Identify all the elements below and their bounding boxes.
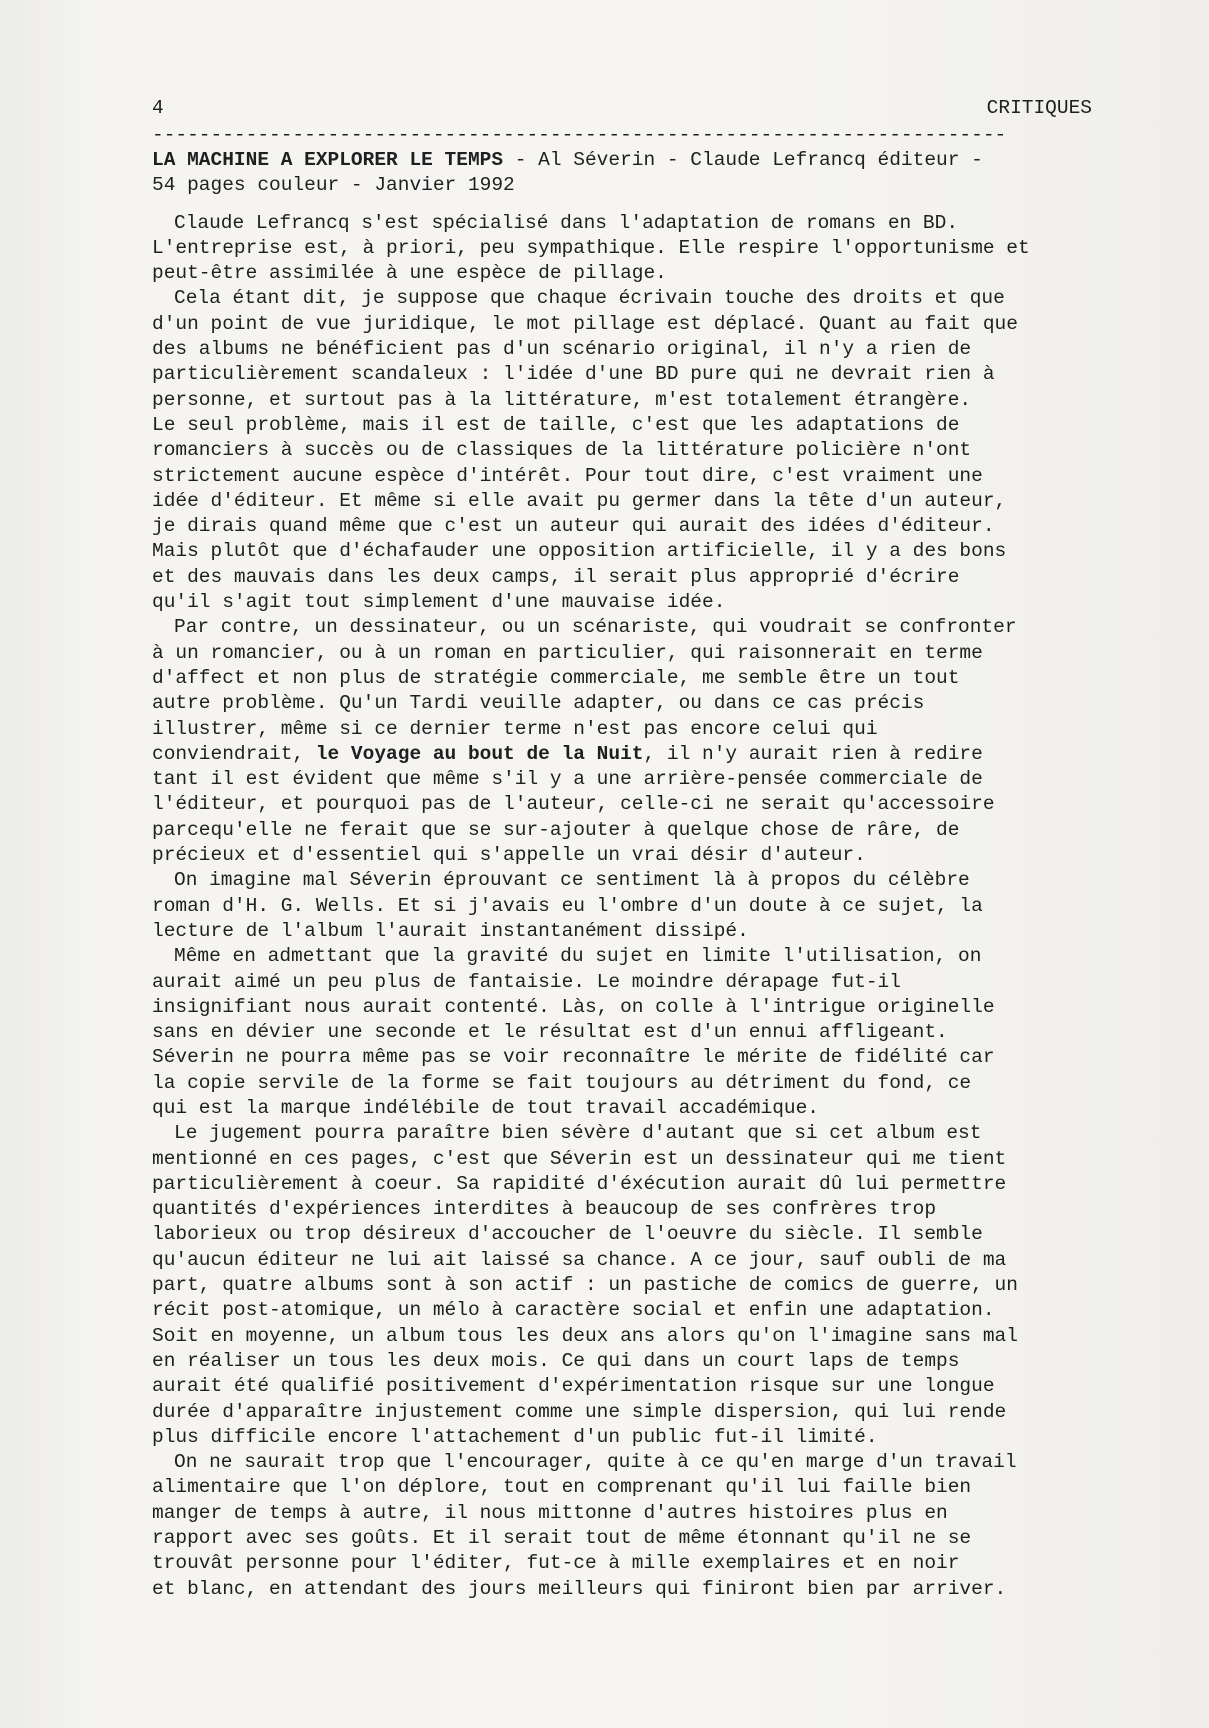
text-line: des albums ne bénéficient pas d'un scénario original, il n'y a rien de <box>152 338 972 361</box>
text-line: Mais plutôt que d'échafauder une opposition artificielle, il y a des bons <box>152 540 1007 563</box>
text-line: trouvât personne pour l'éditer, fut-ce à mille exemplaires et en noir <box>152 1552 960 1575</box>
text-line: Soit en moyenne, un album tous les deux ans alors qu'on l'imagine sans mal <box>152 1324 1018 1347</box>
text-line: qu'il s'agit tout simplement d'une mauvaise idée. <box>152 591 726 614</box>
review-info-line1: - Al Séverin - Claude Lefrancq éditeur - <box>503 149 983 171</box>
text-line: d'affect et non plus de stratégie commerciale, me semble être un tout <box>152 666 960 689</box>
text-fragment: , il n'y aurait rien à redire <box>643 742 983 765</box>
text-line: Claude Lefrancq s'est spécialisé dans l'adaptation de romans en BD. <box>174 211 959 234</box>
text-line: tant il est évident que même s'il y a une arrière-pensée commerciale de <box>152 768 983 791</box>
document-body <box>152 96 1092 1602</box>
text-line: particulièrement scandaleux : l'idée d'une BD pure qui ne devrait rien à <box>152 363 995 386</box>
paragraph-5 <box>152 944 1092 1121</box>
text-line: personne, et surtout pas à la littérature, m'est totalement étrangère. <box>152 388 972 411</box>
text-line: Séverin ne pourra même pas se voir reconnaître le mérite de fidélité car <box>152 1046 995 1069</box>
text-line: plus difficile encore l'attachement d'un public fut-il limité. <box>152 1425 878 1448</box>
text-line: insignifiant nous aurait contenté. Làs, on colle à l'intrigue originelle <box>152 995 995 1018</box>
text-line: lecture de l'album l'aurait instantanément dissipé. <box>152 919 749 942</box>
text-line: aurait été qualifié positivement d'expérimentation risque sur une longue <box>152 1375 995 1398</box>
text-line: durée d'apparaître injustement comme une simple dispersion, qui lui rende <box>152 1400 1007 1423</box>
text-line: strictement aucune espèce d'intérêt. Pour tout dire, c'est vraiment une <box>152 464 983 487</box>
text-line: On ne saurait trop que l'encourager, quite à ce qu'en marge d'un travail <box>174 1451 1017 1474</box>
paragraph-6 <box>152 1121 1092 1450</box>
review-info-line2: 54 pages couleur - Janvier 1992 <box>152 174 515 197</box>
text-line: peut-être assimilée à une espèce de pillage. <box>152 262 667 285</box>
header-rule: ------------------------------------------------------------------------- <box>152 124 1007 146</box>
text-line: aurait aimé un peu plus de fantaisie. Le moindre dérapage fut-il <box>152 970 901 993</box>
text-line: romanciers à succès ou de classiques de la littérature policière n'ont <box>152 439 972 462</box>
review-title-block <box>152 148 1092 199</box>
section-title: CRITIQUES <box>986 97 1092 119</box>
text-line: l'éditeur, et pourquoi pas de l'auteur, celle-ci ne serait qu'accessoire <box>152 793 995 816</box>
text-line: quantités d'expériences interdites à beaucoup de ses confrères trop <box>152 1198 937 1221</box>
text-line: parcequ'elle ne ferait que se sur-ajouter à quelque chose de râre, de <box>152 818 960 841</box>
paragraph-1 <box>152 211 1092 287</box>
text-line: précieux et d'essentiel qui s'appelle un vrai désir d'auteur. <box>152 844 866 867</box>
text-line: idée d'éditeur. Et même si elle avait pu germer dans la tête d'un auteur, <box>152 489 1007 512</box>
paragraph-7 <box>152 1450 1092 1602</box>
text-line: particulièrement à coeur. Sa rapidité d'éxécution aurait dû lui permettre <box>152 1172 1007 1195</box>
text-line: récit post-atomique, un mélo à caractère social et enfin une adaptation. <box>152 1299 995 1322</box>
text-line: Même en admettant que la gravité du sujet en limite l'utilisation, on <box>174 945 982 968</box>
page-header <box>152 96 1092 121</box>
review-text <box>152 211 1092 1602</box>
text-line: qu'aucun éditeur ne lui ait laissé sa chance. A ce jour, sauf oubli de ma <box>152 1248 1007 1271</box>
text-line: d'un point de vue juridique, le mot pillage est déplacé. Quant au fait que <box>152 312 1018 335</box>
text-line: autre problème. Qu'un Tardi veuille adapter, ou dans ce cas précis <box>152 692 925 715</box>
text-line: et blanc, en attendant des jours meilleurs qui finiront bien par arriver. <box>152 1577 1007 1600</box>
text-line: Le seul problème, mais il est de taille, c'est que les adaptations de <box>152 413 960 436</box>
page-number: 4 <box>152 97 164 119</box>
paragraph-4 <box>152 868 1092 944</box>
paragraph-2 <box>152 286 1092 615</box>
text-line: rapport avec ses goûts. Et il serait tout de même étonnant qu'il ne se <box>152 1527 972 1550</box>
text-line: alimentaire que l'on déplore, tout en comprenant qu'il lui faille bien <box>152 1476 972 1499</box>
text-line: part, quatre albums sont à son actif : un pastiche de comics de guerre, un <box>152 1274 1018 1297</box>
paragraph-3 <box>152 615 1092 868</box>
text-line: laborieux ou trop désireux d'accoucher de l'oeuvre du siècle. Il semble <box>152 1223 983 1246</box>
text-line: en réaliser un tous les deux mois. Ce qui dans un court laps de temps <box>152 1349 960 1372</box>
text-line: sans en dévier une seconde et le résultat est d'un ennui affligeant. <box>152 1021 948 1044</box>
review-title: LA MACHINE A EXPLORER LE TEMPS <box>152 149 504 171</box>
text-line: et des mauvais dans les deux camps, il serait plus approprié d'écrire <box>152 565 960 588</box>
text-line: Par contre, un dessinateur, ou un scénariste, qui voudrait se confronter <box>174 616 1017 639</box>
text-line: illustrer, même si ce dernier terme n'est pas encore celui qui <box>152 717 878 740</box>
text-line: mentionné en ces pages, c'est que Séverin est un dessinateur qui me tient <box>152 1147 1007 1170</box>
text-line <box>152 742 1092 767</box>
text-line: la copie servile de la forme se fait toujours au détriment du fond, ce <box>152 1071 972 1094</box>
text-line: manger de temps à autre, il nous mittonne d'autres histoires plus en <box>152 1501 948 1524</box>
book-title-emphasis: le Voyage au bout de la Nuit <box>315 742 644 765</box>
text-line: roman d'H. G. Wells. Et si j'avais eu l'ombre d'un doute à ce sujet, la <box>152 894 983 917</box>
text-line: Cela étant dit, je suppose que chaque écrivain touche des droits et que <box>174 287 1005 310</box>
text-fragment: conviendrait, <box>152 742 316 765</box>
text-line: je dirais quand même que c'est un auteur qui aurait des idées d'éditeur. <box>152 515 995 538</box>
text-line: qui est la marque indélébile de tout travail accadémique. <box>152 1096 820 1119</box>
text-line: à un romancier, ou à un roman en particulier, qui raisonnerait en terme <box>152 641 983 664</box>
text-line: On imagine mal Séverin éprouvant ce sentiment là à propos du célèbre <box>174 869 970 892</box>
text-line: Le jugement pourra paraître bien sévère d'autant que si cet album est <box>174 1122 982 1145</box>
text-line: L'entreprise est, à priori, peu sympathique. Elle respire l'opportunisme et <box>152 236 1030 259</box>
